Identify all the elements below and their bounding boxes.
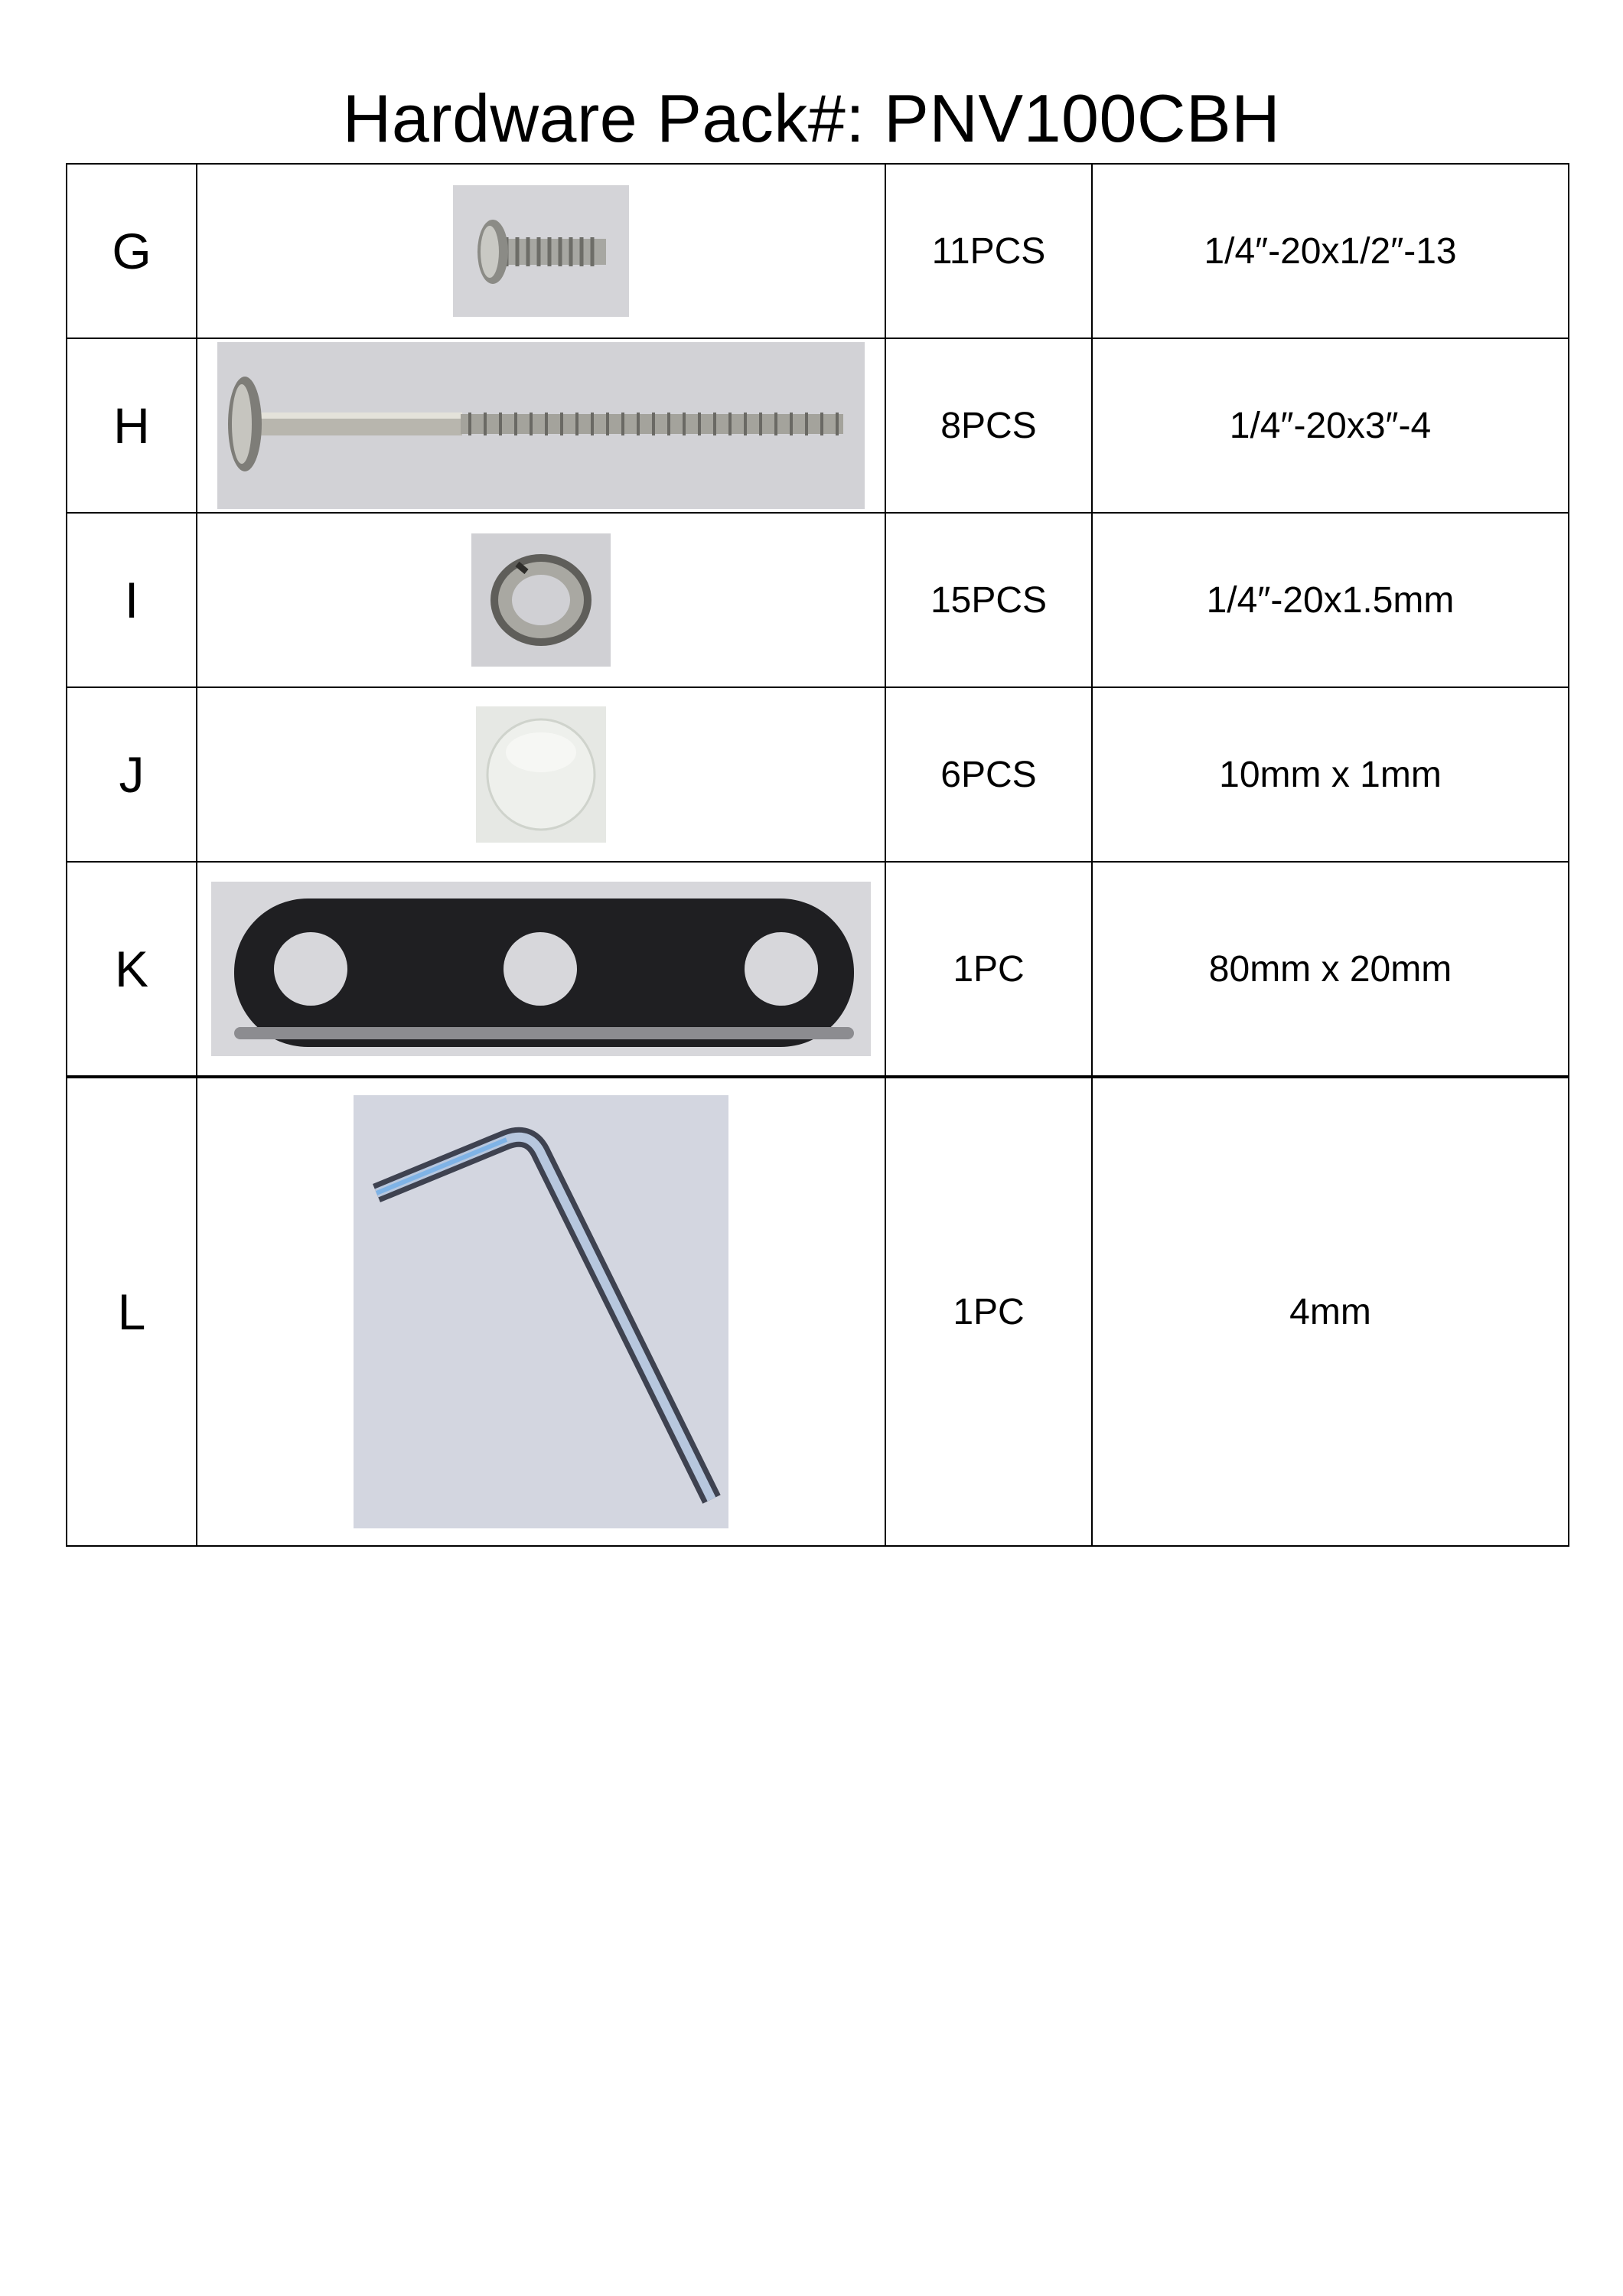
long-screw-icon <box>217 342 865 509</box>
table-row <box>67 1077 1569 1546</box>
page-title: Hardware Pack#: PNV100CBH <box>342 80 1281 156</box>
connector-plate-icon <box>211 882 871 1056</box>
table-row <box>67 164 1569 338</box>
table-row <box>67 687 1569 862</box>
part-letter: G <box>67 164 197 338</box>
part-image-cell <box>197 1077 885 1546</box>
part-spec: 1/4″-20x1/2″-13 <box>1092 164 1569 338</box>
part-spec: 1/4″-20x3″-4 <box>1092 338 1569 513</box>
part-quantity: 11PCS <box>885 164 1092 338</box>
table-row <box>67 513 1569 687</box>
part-spec: 1/4″-20x1.5mm <box>1092 513 1569 687</box>
part-quantity: 1PC <box>885 862 1092 1077</box>
part-quantity: 6PCS <box>885 687 1092 862</box>
part-image-cell <box>197 513 885 687</box>
part-letter: H <box>67 338 197 513</box>
part-letter: K <box>67 862 197 1077</box>
part-image-cell <box>197 862 885 1077</box>
part-quantity: 1PC <box>885 1077 1092 1546</box>
table-row <box>67 338 1569 513</box>
table-row <box>67 862 1569 1077</box>
lock-washer-icon <box>471 533 611 667</box>
part-quantity: 15PCS <box>885 513 1092 687</box>
part-letter: L <box>67 1077 197 1546</box>
part-spec: 4mm <box>1092 1077 1569 1546</box>
part-letter: J <box>67 687 197 862</box>
allen-key-icon <box>354 1095 728 1528</box>
clear-bumper-icon <box>476 706 606 843</box>
part-letter: I <box>67 513 197 687</box>
part-image-cell <box>197 164 885 338</box>
part-quantity: 8PCS <box>885 338 1092 513</box>
part-spec: 10mm x 1mm <box>1092 687 1569 862</box>
part-image-cell <box>197 687 885 862</box>
hardware-table <box>66 163 1569 1547</box>
part-spec: 80mm x 20mm <box>1092 862 1569 1077</box>
short-screw-icon <box>453 185 629 317</box>
part-image-cell <box>197 338 885 513</box>
